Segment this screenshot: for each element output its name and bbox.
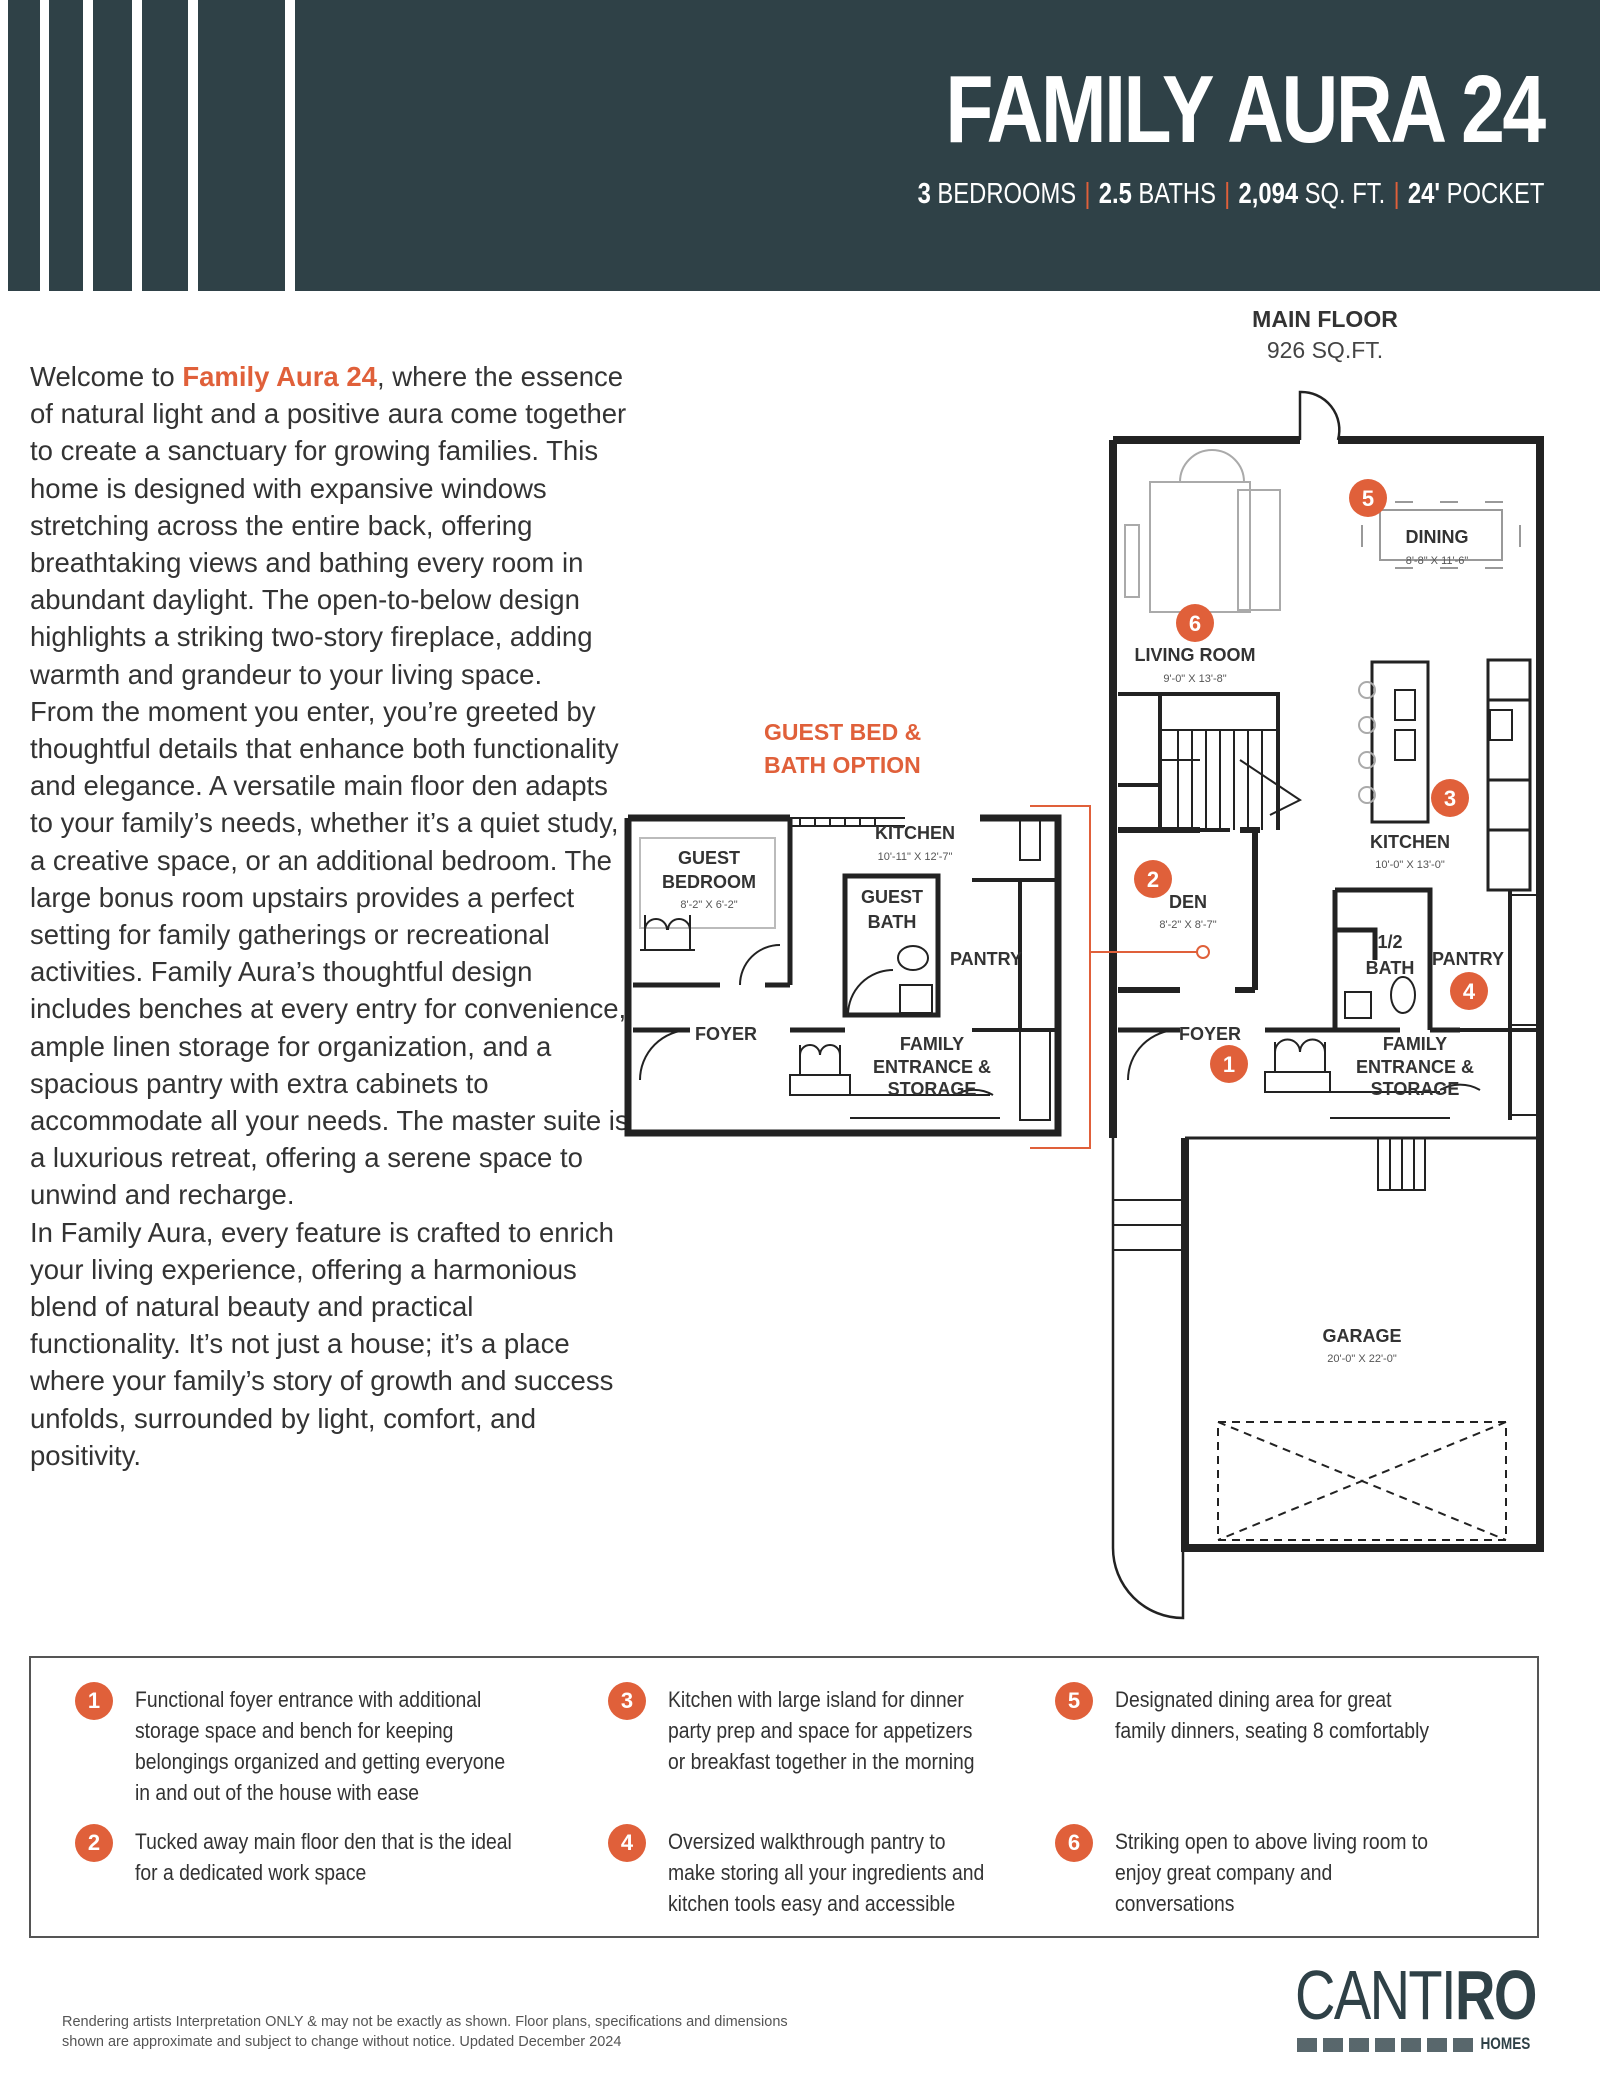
- main-floor-sqft: 926 SQ.FT.: [1266, 337, 1384, 363]
- feature-number: 1: [75, 1682, 113, 1720]
- room-label-garage: GARAGE: [1322, 1326, 1402, 1346]
- feature-number: 6: [1055, 1824, 1093, 1862]
- plan-marker: [1431, 779, 1469, 817]
- room-label-living: LIVING ROOM: [1134, 645, 1256, 665]
- marker-number: 1: [1222, 1052, 1236, 1077]
- guest-option-label-line: BATH OPTION: [764, 752, 921, 778]
- intro-paragraph: From the moment you enter, you’re greeted by thoughtful details that enhance both functionality and elegance. A versatile main floor den adapts to your family’s needs, whether it’s a quiet study, a creative space, or an additional bedroom. The large bonus room upstairs provides a perfect setting for family gatherings or recreational activities. Family Aura’s thoughtful design includes benches at every entry for convenience, ample linen storage for organization, and a spacious pantry with extra cabinets to accommodate all your needs. The master suite is a luxurious retreat, offering a serene space to unwind and recharge.: [30, 695, 629, 1211]
- feature-item: [608, 1684, 1043, 1777]
- room-label-pantry: PANTRY: [1432, 949, 1504, 969]
- feature-number: 2: [75, 1824, 113, 1862]
- logo-word-light: CANTI: [1295, 1956, 1455, 2034]
- pocket-label: POCKET: [1446, 178, 1544, 210]
- feature-text: Striking open to above living room to enjoy great company and conversations: [1115, 1829, 1429, 1916]
- room-dim-kitchen: 10'-0" X 13'-0": [1375, 859, 1445, 871]
- bedrooms-count: 3: [917, 178, 931, 210]
- room-label-half-bath: 1/2: [1377, 932, 1403, 952]
- feature-item: [75, 1826, 575, 1888]
- room-label-guest-bedroom: BEDROOM: [662, 872, 756, 892]
- room-label-dining: DINING: [1405, 527, 1469, 547]
- baths-count: 2.5: [1098, 178, 1132, 210]
- separator: |: [1393, 178, 1400, 210]
- room-dim-guest-bedroom: 8'-2" X 6'-2": [680, 899, 738, 911]
- room-dim-den: 8'-2" X 8'-7": [1159, 919, 1217, 931]
- room-label-foyer: FOYER: [1178, 1024, 1242, 1044]
- plan-marker: [1134, 860, 1172, 898]
- marker-number: 2: [1146, 867, 1160, 892]
- separator: |: [1223, 178, 1230, 210]
- room-dim-dining: 8'-8" X 11'-6": [1405, 555, 1469, 567]
- feature-text: Functional foyer entrance with additional storage space and bench for keeping belongings organized and getting everyone in and out of the house with ease: [135, 1687, 506, 1805]
- intro-text-span: Welcome to: [30, 361, 183, 392]
- room-label-guest-bedroom: GUEST: [677, 848, 741, 868]
- feature-item: [1055, 1684, 1495, 1746]
- plan-marker: [1176, 604, 1214, 642]
- feature-text: Oversized walkthrough pantry to make storing all your ingredients and kitchen tools easy and accessible: [668, 1829, 985, 1916]
- logo-word-bold: RO: [1455, 1956, 1536, 2034]
- logo-homes: HOMES: [1480, 2034, 1530, 2053]
- sqft-label: SQ. FT.: [1304, 178, 1385, 210]
- room-label-guest-bath: BATH: [867, 912, 917, 932]
- feature-item: [1055, 1826, 1495, 1919]
- feature-text: Tucked away main floor den that is the ideal for a dedicated work space: [135, 1829, 512, 1885]
- logo-lines: [1297, 2038, 1477, 2052]
- feature-item: [75, 1684, 575, 1808]
- page-title: FAMILY AURA 24: [945, 56, 1544, 163]
- features-box: [29, 1656, 1539, 1938]
- plan-marker: [1450, 972, 1488, 1010]
- room-label-family-entrance: ENTRANCE &: [1355, 1057, 1475, 1077]
- room-label-half-bath: BATH: [1365, 958, 1415, 978]
- cantiro-logo: [1295, 1956, 1536, 2055]
- plan-marker: [1349, 479, 1387, 517]
- marker-number: 6: [1188, 611, 1202, 636]
- feature-text: Designated dining area for great family dinners, seating 8 comfortably: [1115, 1687, 1430, 1743]
- disclaimer-text: Rendering artists Interpretation ONLY & may not be exactly as shown. Floor plans, specifications and dimensions shown are approximate and subject to change without notice. Updated December 2024: [62, 2014, 788, 2050]
- room-label-guest-bath: GUEST: [860, 887, 924, 907]
- intro-paragraph: In Family Aura, every feature is crafted to enrich your living experience, offering a harmonious blend of natural beauty and practical functionality. It’s not just a house; it’s a place where your family’s story of growth and success unfolds, surrounded by light, comfort, and positivity.: [30, 1216, 614, 1471]
- guest-option-label-line: GUEST BED &: [764, 719, 922, 745]
- room-dim-garage: 20'-0" X 22'-0": [1327, 1353, 1397, 1365]
- marker-number: 4: [1462, 979, 1476, 1004]
- room-label-guest-kitchen: KITCHEN: [875, 823, 955, 843]
- bedrooms-label: BEDROOMS: [937, 178, 1076, 210]
- pocket-count: 24': [1407, 178, 1440, 210]
- feature-item: [608, 1826, 1043, 1919]
- room-label-guest-family-entrance: ENTRANCE &: [872, 1057, 992, 1077]
- marker-number: 5: [1361, 486, 1375, 511]
- room-dim-living: 9'-0" X 13'-8": [1163, 673, 1227, 685]
- feature-number: 3: [608, 1682, 646, 1720]
- sqft-count: 2,094: [1238, 178, 1298, 210]
- feature-number: 4: [608, 1824, 646, 1862]
- baths-label: BATHS: [1138, 178, 1216, 210]
- room-label-family-entrance: FAMILY: [1382, 1034, 1448, 1054]
- separator: |: [1083, 178, 1091, 210]
- intro-text-span: , where the essence of natural light and a positive aura come together to create a sanctuary for growing families. This home is designed with expansive windows stretching across the entire back, offering breathtaking views and bathing every room in abundant daylight. The open-to-below design highlights a striking two-story fireplace, adding warmth and grandeur to your living space.: [30, 361, 627, 690]
- marker-number: 3: [1443, 786, 1457, 811]
- room-label-guest-foyer: FOYER: [694, 1024, 758, 1044]
- logo-wordmark: [1295, 1956, 1536, 2034]
- plan-marker: [1210, 1045, 1248, 1083]
- feature-number: 5: [1055, 1682, 1093, 1720]
- room-dim-guest-kitchen: 10'-11" X 12'-7": [877, 851, 953, 863]
- room-label-guest-family-entrance: FAMILY: [899, 1034, 965, 1054]
- product-name-highlight: Family Aura 24: [182, 361, 377, 392]
- room-label-guest-family-entrance: STORAGE: [887, 1079, 977, 1099]
- room-label-guest-pantry: PANTRY: [950, 949, 1022, 969]
- room-label-kitchen: KITCHEN: [1370, 832, 1450, 852]
- feature-text: Kitchen with large island for dinner party prep and space for appetizers or breakfast together in the morning: [668, 1687, 975, 1774]
- room-label-den: DEN: [1168, 892, 1208, 912]
- main-floor-title: MAIN FLOOR: [1252, 306, 1398, 332]
- room-label-family-entrance: STORAGE: [1370, 1079, 1460, 1099]
